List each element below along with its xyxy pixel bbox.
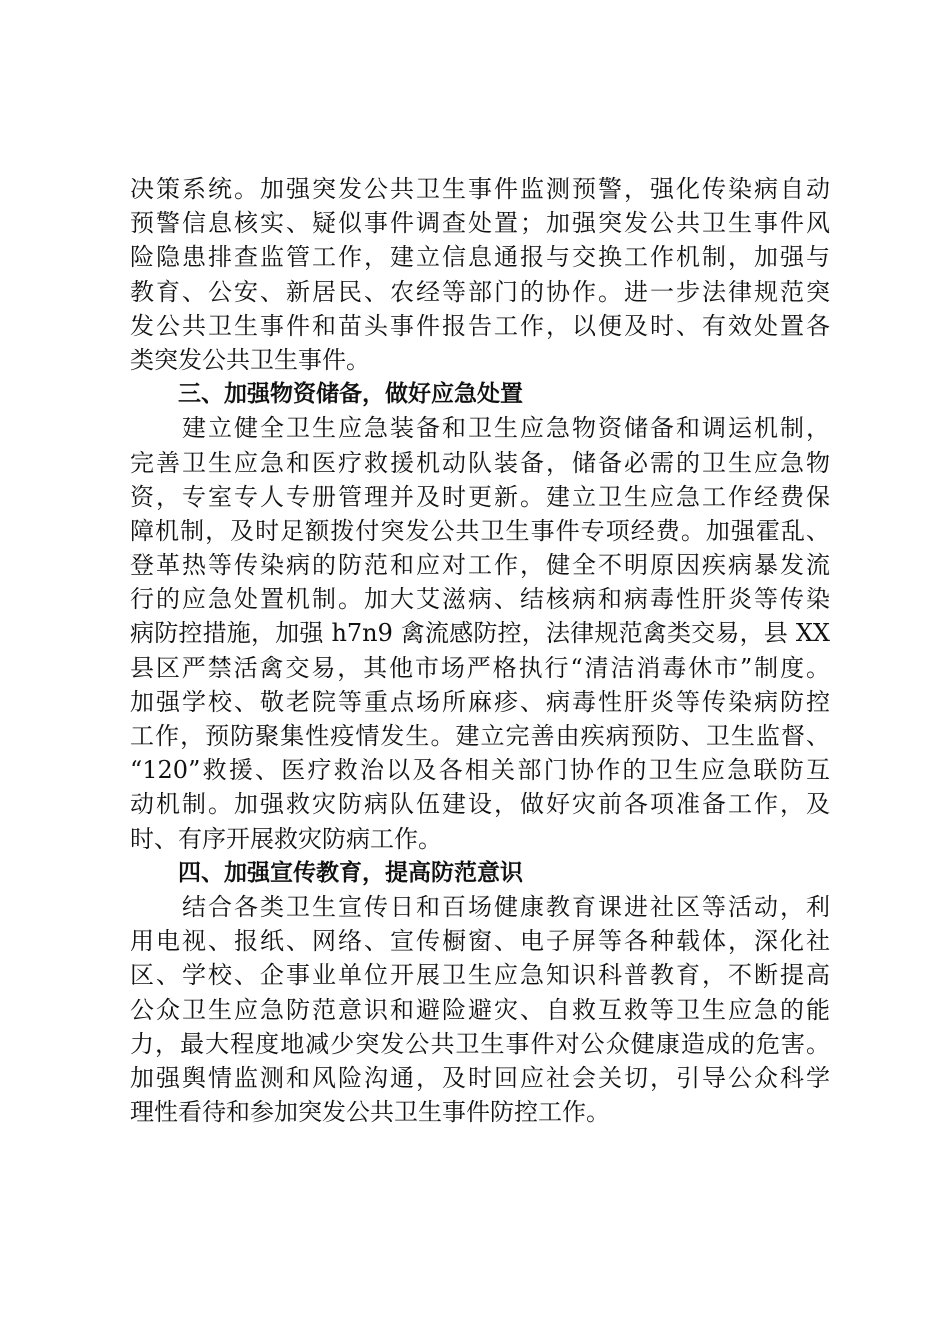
text-line: 县区严禁活禽交易，其他市场严格执行“清洁消毒休市”制度。 <box>130 653 830 682</box>
text-line: 预警信息核实、疑似事件调查处置；加强突发公共卫生事件风 <box>130 209 830 238</box>
text-line: 力，最大程度地减少突发公共卫生事件对公众健康造成的危害。 <box>130 1029 830 1058</box>
text-line: 病防控措施，加强 h7n9 禽流感防控，法律规范禽类交易，县 XX <box>130 619 830 648</box>
text-line: 障机制，及时足额拨付突发公共卫生事件专项经费。加强霍乱、 <box>130 516 830 545</box>
text-line: 加强舆情监测和风险沟通，及时回应社会关切，引导公众科学 <box>130 1063 830 1092</box>
text-line: 登革热等传染病的防范和应对工作，健全不明原因疾病暴发流 <box>130 551 830 580</box>
text-line: 时、有序开展救灾防病工作。 <box>130 824 442 853</box>
text-line: 教育、公安、新居民、农经等部门的协作。进一步法律规范突 <box>130 277 830 306</box>
text-line: 资，专室专人专册管理并及时更新。建立卫生应急工作经费保 <box>130 482 830 511</box>
text-line: 建立健全卫生应急装备和卫生应急物资储备和调运机制， <box>130 414 830 443</box>
text-line: 公众卫生应急防范意识和避险避灾、自救互救等卫生应急的能 <box>130 995 830 1024</box>
text-line: 类突发公共卫生事件。 <box>130 345 370 374</box>
text-line: 发公共卫生事件和苗头事件报告工作，以便及时、有效处置各 <box>130 311 830 340</box>
text-line: 险隐患排查监管工作，建立信息通报与交换工作机制，加强与 <box>130 243 830 272</box>
paragraph-3 <box>130 890 830 1129</box>
text-line: “120”救援、医疗救治以及各相关部门协作的卫生应急联防互 <box>130 756 830 785</box>
section-heading-3: 三、加强物资储备，做好应急处置 <box>178 381 523 408</box>
paragraph-1 <box>130 172 830 377</box>
text-line: 工作，预防聚集性疫情发生。建立完善由疾病预防、卫生监督、 <box>130 722 830 750</box>
document-body <box>130 172 830 1129</box>
text-line: 完善卫生应急和医疗救援机动队装备，储备必需的卫生应急物 <box>130 448 830 477</box>
text-line: 决策系统。加强突发公共卫生事件监测预警，强化传染病自动 <box>130 175 830 203</box>
text-line: 加强学校、敬老院等重点场所麻疹、病毒性肝炎等传染病防控 <box>130 687 830 716</box>
section-heading-4: 四、加强宣传教育，提高防范意识 <box>178 859 523 886</box>
text-line: 行的应急处置机制。加大艾滋病、结核病和病毒性肝炎等传染 <box>130 585 830 614</box>
text-line: 理性看待和参加突发公共卫生事件防控工作。 <box>130 1098 610 1127</box>
paragraph-2 <box>130 411 830 855</box>
text-line: 区、学校、企事业单位开展卫生应急知识科普教育，不断提高 <box>130 961 830 990</box>
text-line: 结合各类卫生宣传日和百场健康教育课进社区等活动，利 <box>130 892 830 921</box>
text-line: 用电视、报纸、网络、宣传橱窗、电子屏等各种载体，深化社 <box>130 927 830 956</box>
text-line: 动机制。加强救灾防病队伍建设，做好灾前各项准备工作，及 <box>130 790 830 819</box>
